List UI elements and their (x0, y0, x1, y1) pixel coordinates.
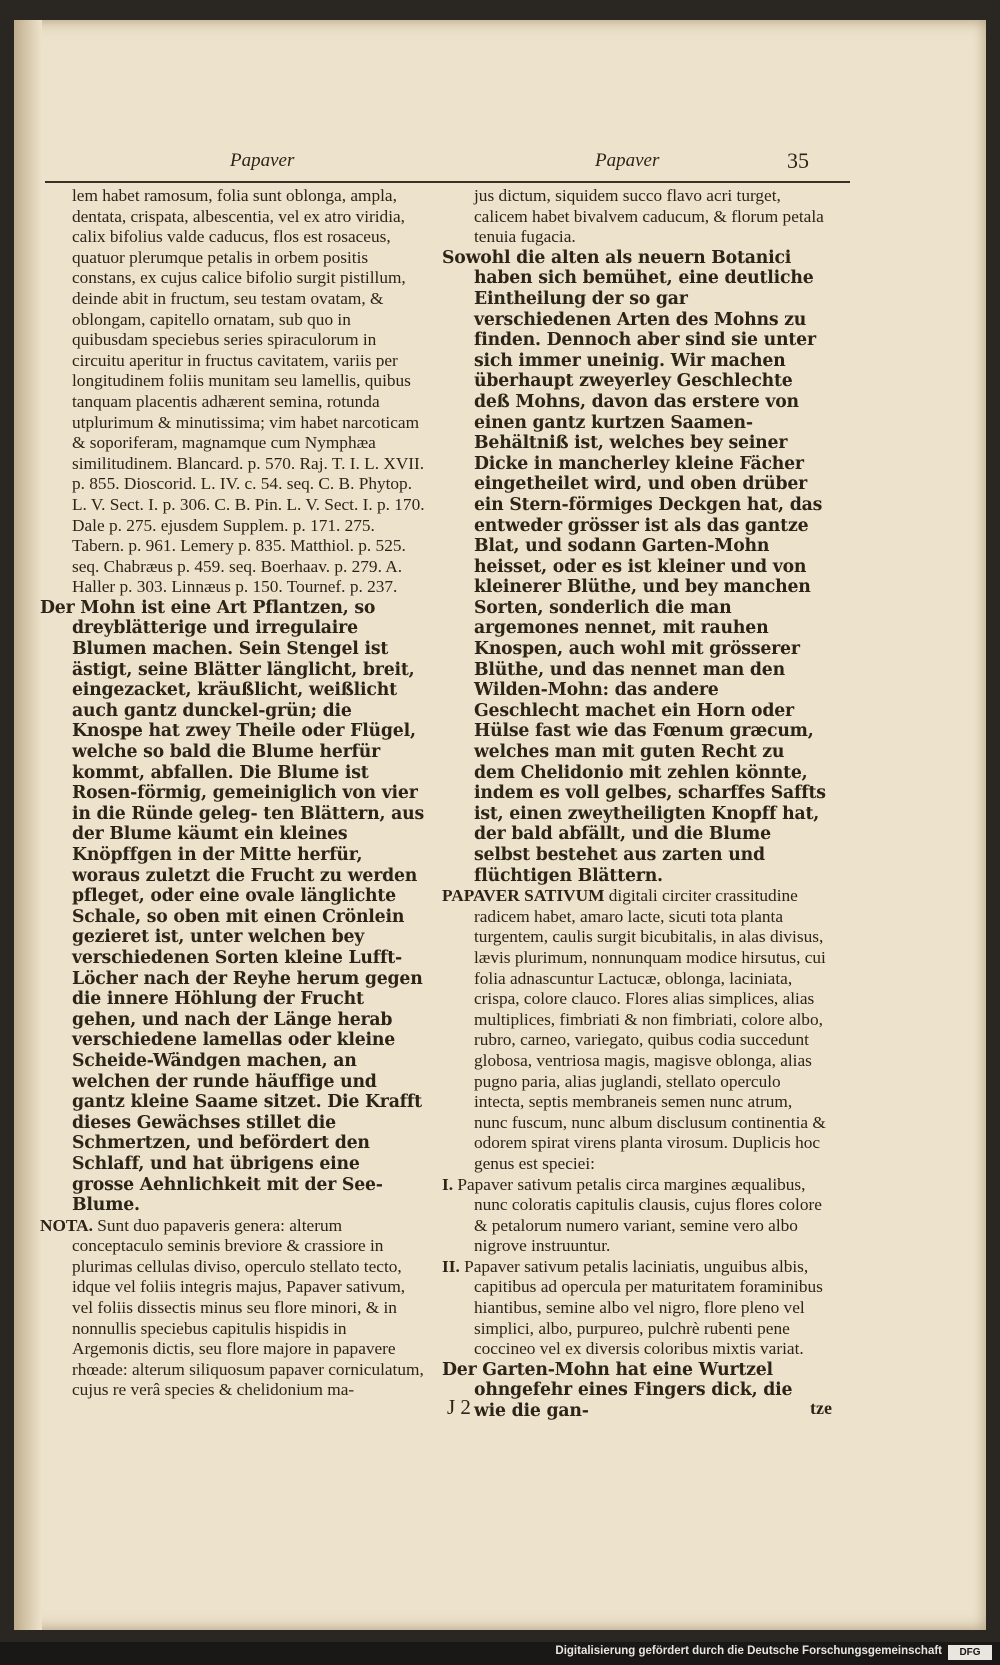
papaver-sativum-lead: PAPAVER SATIVUM (442, 886, 605, 906)
list-item-species-2: II. Papaver sativum petalis laciniatis, unguibus albis, capitibus ad opercula per maturitatem foraminibus hiantibus, semine albo vel nigro, flore pleno vel simplici, albo, purpureo, pulchrè rubenti pene coccineo vel ex diversis coloribus mixtis variat. (442, 1256, 823, 1359)
nota-lead: NOTA. (40, 1215, 93, 1235)
paragraph-german-sowohl: Sowohl die alten als neuern Botanici haben sich bemühet, eine deutliche Eintheilung der so gar verschiedenen Arten des Mohns zu finden. Dennoch aber sind sie unter sich immer uneinig. Wir machen überhaupt zweyerley Geschlechte deß Mohns, davon das erstere von einen gantz kurtzen Saamen-Behältniß ist, welches bey seiner Dicke in mancherley kleine Fächer eingetheilet wird, und oben drüber ein Stern-förmiges Deckgen hat, das entweder grösser ist als das gantze Blat, und sodann Garten-Mohn heisset, oder es ist kleiner und von kleinerer Blüthe, und bey manchen Sorten, sonderlich die man argemones nennet, mit rauhen Knospen, auch wohl mit grösserer Blüthe, und das nennet man den Wilden-Mohn: das andere Geschlecht machet ein Horn oder Hülse fast wie das Fœnum græcum, welches man mit guten Recht zu dem Chelidonio mit zehlen könnte, indem es voll gelbes, scharffes Saffts ist, einen zweytheiligten Knopff hat, der bald abfällt, und die Blume selbst bestehet aus zarten und flüchtigen Blättern. (442, 247, 826, 886)
paragraph-german-garten-mohn: Der Garten-Mohn hat eine Wurtzel ohngefehr eines Fingers dick, die wie die gan- (442, 1359, 793, 1422)
list-item-species-1: I. Papaver sativum petalis circa margines æqualibus, nunc coloratis capitulis clausis, cujus flores colore & petalorum numero variant, semine vero albo nigrove instruuntur. (442, 1174, 822, 1256)
dfg-logo-icon: DFG (948, 1645, 992, 1660)
signature-mark: J 2 (447, 1395, 471, 1419)
running-head-right: Papaver (595, 150, 660, 171)
running-head-left: Papaver (230, 150, 295, 171)
paragraph-latin-chelidonium: jus dictum, siquidem succo flavo acri turget, calicem habet bivalvem caducum, & florum petala tenuia fugacia. (474, 186, 824, 247)
footer-credit: Digitalisierung gefördert durch die Deutsche Forschungsgemeinschaft (555, 1645, 942, 1657)
paragraph-latin-continuation: lem habet ramosum, folia sunt oblonga, ampla, dentata, crispata, albescentia, vel ex atro viridia, calix bifolius valde caducus, flos est rosaceus, quatuor plerumque petalis in orbem positis constans, ex cujus calice bifolio surgit pistillum, deinde abit in fructum, seu testam ovatam, & oblongam, capitello ornatam, sub quo in quibusdam speciebus series spiraculorum in circuitu aperitur in fructus cavitatem, variis per longitudinem foliis munitam seu lamellis, quibus tanquam placentis adhærent semina, rotunda utplurimum & minutissima; vim habet narcoticam & soporiferam, magnamque cum Nymphæa similitudinem. Blancard. p. 570. Raj. T. I. L. XVII. p. 855. Dioscorid. L. IV. c. 54. seq. C. B. Phytop. L. V. Sect. I. p. 306. C. B. Pin. L. V. Sect. I. p. 170. Dale p. 275. ejusdem Supplem. p. 171. 275. Tabern. p. 961. Lemery p. 835. Matthiol. p. 525. seq. Chabræus p. 459. seq. Boerhaav. p. 279. A. Haller p. 303. Linnæus p. 150. Tournef. p. 237. (72, 186, 425, 597)
paragraph-papaver-sativum: PAPAVER SATIVUM digitali circiter crassitudine radicem habet, amaro lacte, sicuti tota planta turgentem, caulis surgit bicubitalis, in alas divisus, lævis plurimum, nonnunquam modice hirsutus, cui folia adnascuntur Lactucæ, oblonga, laciniata, crispa, colore clauco. Flores alias simplices, alias multiplices, fimbriati & non fimbriati, colore albo, rubro, carneo, variegato, quibus codia succedunt globosa, ventriosa magis, magisve oblonga, alias pugno paria, alias juglandi, stellato operculo intecta, septis membraneis semen nunc atrum, nunc fuscum, nunc album disclusum continentia & odorem spirat virens planta virosum. Duplicis hoc genus est speciei: (442, 886, 826, 1173)
catchword: tze (810, 1398, 832, 1418)
paragraph-nota: NOTA. Sunt duo papaveris genera: alterum conceptaculo seminis breviore & crassiore in plurimas cellulas diviso, operculo stellato tecto, idque vel foliis integris majus, Papaver sativum, vel foliis dissectis minus seu flore minori, & in nonnullis speciebus capitulis hispidis in Argemonis dictis, seu flore majore in papavere rhœade: alterum siliquosum papaver corniculatum, cujus re verâ species & chelidonium ma- (40, 1215, 424, 1400)
paragraph-german-mohn: Der Mohn ist eine Art Pflantzen, so dreyblätterige und irregulaire Blumen machen. Sein Stengel ist ästigt, seine Blätter länglicht, breit, eingezacket, kräußlicht, weißlicht auch gantz dunckel-grün; die Knospe hat zwey Theile oder Flügel, welche so bald die Blume herfür kommt, abfallen. Die Blume ist Rosen-förmig, gemeiniglich von vier in die Ründe geleg- ten Blättern, aus der Blume käumt ein kleines Knöpffgen in der Mitte herfür, woraus zuletzt die Frucht zu werden pfleget, oder eine ovale länglichte Schale, so oben mit einen Crönlein gezieret ist, unter welchen bey verschiedenen Sorten kleine Lufft-Löcher nach der Reyhe herum gegen die innere Höhlung der Frucht gehen, und nach der Länge herab verschiedene lamellas oder kleine Scheide-Wändgen machen, an welchen der runde häuffige und gantz kleine Saame sitzet. Die Krafft dieses Gewächses stillet die Schmertzen, und befördert den Schlaff, und hat übrigens eine grosse Aehnlichkeit mit der See-Blume. (40, 597, 424, 1216)
page-number: 35 (787, 148, 809, 173)
header-rule (45, 181, 850, 183)
right-column (442, 186, 828, 1422)
page-spine-shadow (14, 20, 42, 1630)
left-column (40, 186, 425, 1401)
